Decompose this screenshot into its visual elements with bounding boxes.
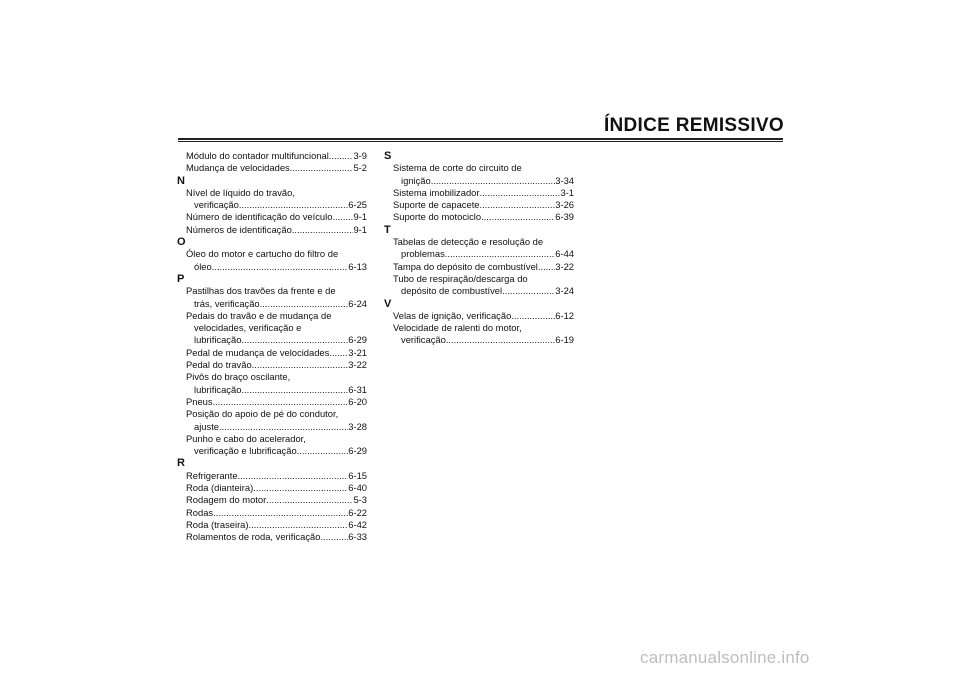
dot-leader	[253, 482, 348, 494]
index-entry	[384, 162, 574, 187]
entry-text: ignição	[401, 174, 431, 186]
dot-leader	[480, 187, 561, 199]
entry-text: lubrificação	[194, 383, 242, 395]
page-number: 3-1	[560, 186, 574, 198]
page-number: 6-42	[348, 518, 367, 530]
dot-leader	[260, 298, 349, 310]
dot-leader	[219, 421, 348, 433]
dot-leader	[332, 211, 353, 223]
index-entry	[384, 261, 574, 273]
entry-text: Suporte do motociclo	[393, 211, 482, 223]
dot-leader	[252, 359, 349, 371]
index-entry	[177, 187, 367, 212]
entry-text: Posição do apoio de pé do condutor,	[186, 408, 339, 420]
index-entry	[177, 248, 367, 273]
dot-leader	[241, 334, 348, 346]
page-number: 3-22	[555, 260, 574, 272]
page-number: 3-21	[348, 346, 367, 358]
page-number: 6-29	[348, 445, 367, 457]
dot-leader	[241, 384, 348, 396]
index-entry	[177, 310, 367, 347]
index-entry	[177, 211, 367, 223]
index-entry	[384, 273, 574, 298]
dot-leader	[212, 261, 349, 273]
entry-text: verificação	[194, 199, 239, 211]
entry-text: Número de identificação do veículo	[186, 211, 333, 223]
dot-leader	[292, 224, 354, 236]
dot-leader	[290, 162, 354, 174]
page-number: 5-2	[353, 162, 367, 174]
index-letter: V	[384, 297, 392, 310]
page-number: 6-22	[348, 506, 367, 518]
page-number: 6-40	[348, 482, 367, 494]
page-number: 6-29	[348, 334, 367, 346]
dot-leader	[481, 211, 555, 223]
index-letter: R	[177, 457, 185, 470]
page-number: 6-13	[348, 260, 367, 272]
index-entry	[177, 347, 367, 359]
dot-leader	[329, 347, 348, 359]
page-number: 6-44	[555, 248, 574, 260]
entry-text: Rolamentos de roda, verificação	[186, 531, 321, 543]
page-number: 3-26	[555, 199, 574, 211]
entry-text: lubrificação	[194, 334, 242, 346]
entry-text: velocidades, verificação e	[194, 322, 302, 334]
entry-text: problemas	[401, 248, 445, 260]
dot-leader	[213, 396, 349, 408]
index-entry	[177, 371, 367, 396]
entry-text: Roda (traseira)	[186, 518, 249, 530]
entry-text: Rodas	[186, 506, 214, 518]
index-entry	[384, 310, 574, 322]
dot-leader	[266, 494, 353, 506]
entry-text: Números de identificação	[186, 223, 292, 235]
dot-leader	[446, 334, 555, 346]
page-number: 6-39	[555, 211, 574, 223]
index-column-left	[177, 150, 367, 544]
entry-text: Pedal do travão	[186, 359, 252, 371]
page-number: 3-24	[555, 285, 574, 297]
entry-text: trás, verificação	[194, 297, 260, 309]
index-entry	[384, 322, 574, 347]
entry-text: Velocidade de ralenti do motor,	[393, 322, 522, 334]
dot-leader	[329, 150, 354, 162]
dot-leader	[431, 175, 556, 187]
dot-leader	[538, 261, 555, 273]
index-entry	[177, 396, 367, 408]
page-number: 6-19	[555, 334, 574, 346]
page-number: 3-34	[555, 174, 574, 186]
dot-leader	[480, 199, 556, 211]
page-number: 6-25	[348, 199, 367, 211]
entry-text: verificação	[401, 334, 446, 346]
page-number: 9-1	[353, 223, 367, 235]
index-entry	[177, 150, 367, 162]
index-letter: S	[384, 150, 392, 162]
page-number: 6-31	[348, 383, 367, 395]
index-entry	[384, 236, 574, 261]
entry-text: Sistema de corte do circuito de	[393, 162, 522, 174]
index-entry	[177, 408, 367, 433]
index-entry	[177, 162, 367, 174]
index-entry	[384, 211, 574, 223]
index-letter: O	[177, 236, 186, 249]
page-number: 6-33	[348, 531, 367, 543]
entry-text: depósito de combustível	[401, 285, 503, 297]
index-entry	[177, 482, 367, 494]
entry-text: Óleo do motor e cartucho do filtro de	[186, 248, 339, 260]
entry-text: Pneus	[186, 395, 213, 407]
header-rule	[178, 138, 783, 140]
dot-leader	[297, 445, 349, 457]
dot-leader	[445, 248, 555, 260]
entry-text: Módulo do contador multifuncional	[186, 150, 329, 161]
entry-text: ajuste	[194, 420, 220, 432]
dot-leader	[213, 507, 348, 519]
index-entry	[177, 494, 367, 506]
entry-text: Punho e cabo do acelerador,	[186, 432, 306, 444]
index-letter: N	[177, 174, 185, 187]
entry-text: verificação e lubrificação	[194, 445, 297, 457]
index-entry	[177, 507, 367, 519]
index-entry	[177, 531, 367, 543]
entry-text: Tabelas de detecção e resolução de	[393, 236, 544, 248]
page-number: 5-3	[353, 494, 367, 506]
entry-text: Tampa do depósito de combustível	[393, 260, 538, 272]
entry-text: Suporte de capacete	[393, 199, 480, 211]
entry-text: óleo	[194, 260, 212, 272]
page-number: 6-20	[348, 395, 367, 407]
dot-leader	[320, 531, 348, 543]
entry-text: Pastilhas dos travões da frente e de	[186, 285, 336, 297]
entry-text: Refrigerante	[186, 469, 238, 481]
dot-leader	[238, 470, 349, 482]
page-title: ÍNDICE REMISSIVO	[603, 115, 784, 136]
index-entry	[177, 519, 367, 531]
page-number: 3-22	[348, 359, 367, 371]
index-letter: T	[384, 223, 391, 236]
page-number: 3-28	[348, 420, 367, 432]
index-entry	[177, 359, 367, 371]
header-rule-thin	[178, 141, 783, 142]
entry-text: Tubo de respiração/descarga do	[393, 272, 528, 284]
entry-text: Pedais do travão e de mudança de	[186, 309, 332, 321]
entry-text: Nível de líquido do travão,	[186, 186, 295, 198]
index-entry	[177, 433, 367, 458]
entry-text: Rodagem do motor	[186, 494, 267, 506]
index-entry	[384, 187, 574, 199]
dot-leader	[502, 285, 555, 297]
entry-text: Pivôs do braço oscilante,	[186, 371, 291, 383]
index-entry	[177, 285, 367, 310]
entry-text: Velas de ignição, verificação	[393, 309, 512, 321]
entry-text: Pedal de mudança de velocidades	[186, 346, 330, 358]
dot-leader	[511, 310, 555, 322]
entry-text: Roda (dianteira)	[186, 482, 254, 494]
page-number: 3-9	[353, 150, 367, 161]
index-entry	[177, 470, 367, 482]
dot-leader	[239, 199, 348, 211]
page-number: 9-1	[353, 211, 367, 223]
page-number: 6-24	[348, 297, 367, 309]
index-entry	[177, 224, 367, 236]
index-column-right	[384, 150, 574, 347]
watermark: carmanualsonline.info	[640, 648, 810, 667]
entry-text: Sistema imobilizador	[393, 186, 480, 198]
entry-text: Mudança de velocidades	[186, 162, 290, 174]
index-letter: P	[177, 272, 185, 285]
page-number: 6-15	[348, 469, 367, 481]
page-number: 6-12	[555, 309, 574, 321]
dot-leader	[249, 519, 349, 531]
index-entry	[384, 199, 574, 211]
